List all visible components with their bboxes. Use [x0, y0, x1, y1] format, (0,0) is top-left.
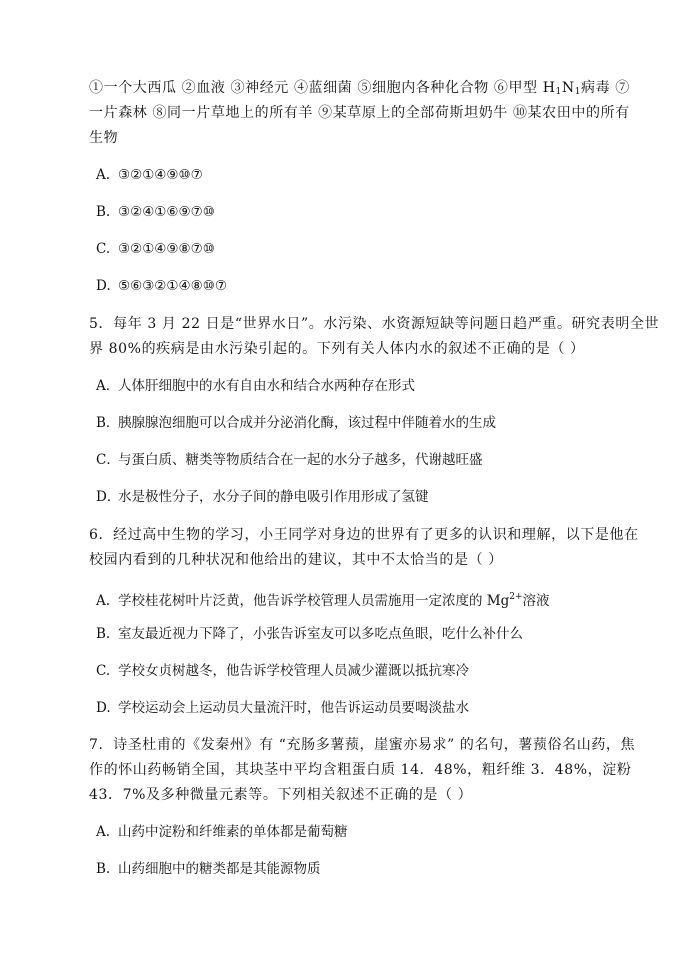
subscript: 1 — [555, 87, 562, 97]
subscript: 1 — [574, 87, 582, 97]
option-label: C. — [96, 241, 111, 257]
intro-line-2: 一片森林 ⑧同一片草地上的所有羊 ⑨某草原上的全部荷斯坦奶牛 ⑩某农田中的所有 — [89, 105, 630, 121]
intro-line-1-n: N — [561, 80, 575, 96]
option-label: A. — [96, 593, 111, 609]
option-text: ③②①④⑨⑩⑦ — [118, 167, 203, 183]
option-text: 学校运动会上运动员大量流汗时，他告诉运动员要喝淡盐水 — [118, 700, 469, 716]
option-text: 水是极性分子，水分子间的静电吸引作用形成了氢键 — [118, 489, 429, 505]
option-label: D. — [96, 278, 111, 294]
q6-option-d — [96, 699, 469, 717]
option-text: 学校女贞树越冬，他告诉学校管理人员减少灌溉以抵抗寒冷 — [118, 663, 469, 679]
q4-option-c — [96, 240, 215, 258]
intro-line-3: 生物 — [89, 130, 119, 146]
q4-option-b — [96, 203, 215, 221]
option-label: B. — [96, 861, 111, 877]
option-text: 山药细胞中的糖类都是其能源物质 — [118, 861, 321, 877]
option-label: D． — [96, 489, 121, 505]
option-label: B． — [96, 415, 120, 431]
q7-stem-line-1: 7．诗圣杜甫的《发秦州》有 “充肠多薯蓣，崖蜜亦易求” 的名句，薯蓣俗名山药，焦 — [89, 737, 636, 753]
q5-option-b — [96, 414, 496, 432]
q5-option-d — [96, 488, 429, 506]
q5-option-a — [96, 377, 415, 395]
q4-option-a — [96, 166, 203, 184]
intro-line-1-end: 病毒 ⑦ — [581, 80, 630, 96]
option-label: C． — [96, 452, 120, 468]
q7-option-b — [96, 860, 321, 878]
option-text: ③②①④⑨⑧⑦⑩ — [118, 241, 215, 257]
intro-line-1 — [89, 79, 630, 101]
option-label: A. — [96, 167, 111, 183]
q6-option-c — [96, 662, 469, 680]
option-text: 人体肝细胞中的水有自由水和结合水两种存在形式 — [118, 378, 415, 394]
q6-option-b — [96, 625, 523, 643]
q5-stem-line-1: 5．每年 3 月 22 日是“世界水日”。水污染、水资源短缺等问题日趋严重。研究表明全世 — [89, 316, 660, 332]
superscript: 2+ — [509, 592, 523, 602]
q7-stem-line-3: 43．7%及多种微量元素等。下列相关叙述不正确的是（ ） — [89, 787, 473, 803]
q6-option-a — [96, 588, 550, 610]
option-text: ⑤⑥③②①④⑧⑩⑦ — [118, 278, 227, 294]
option-text: 胰腺腺泡细胞可以合成并分泌消化酶，该过程中伴随着水的生成 — [118, 415, 496, 431]
option-text: 学校桂花树叶片泛黄，他告诉学校管理人员需施用一定浓度的 Mg — [118, 593, 510, 609]
q7-option-a — [96, 823, 348, 841]
option-label: B. — [96, 204, 111, 220]
q5-stem-line-2: 界 80%的疾病是由水污染引起的。下列有关人体内水的叙述不正确的是（ ） — [89, 341, 585, 357]
option-text: 山药中淀粉和纤维素的单体都是葡萄糖 — [118, 824, 348, 840]
option-text: 与蛋白质、糖类等物质结合在一起的水分子越多，代谢越旺盛 — [118, 452, 483, 468]
option-label: D. — [96, 700, 111, 716]
option-label: A． — [96, 378, 120, 394]
q6-stem-line-1: 6．经过高中生物的学习，小王同学对身边的世界有了更多的认识和理解，以下是他在 — [89, 527, 639, 543]
intro-line-1-text: ①一个大西瓜 ②血液 ③神经元 ④蓝细菌 ⑤细胞内各种化合物 ⑥甲型 H — [89, 80, 556, 96]
option-text: ③②④①⑥⑨⑦⑩ — [118, 204, 215, 220]
q7-stem-line-2: 作的怀山药畅销全国，其块茎中平均含粗蛋白质 14．48%，粗纤维 3．48%，淀粉 — [89, 762, 632, 778]
option-label: A. — [96, 824, 111, 840]
q5-option-c — [96, 451, 483, 469]
option-text: 室友最近视力下降了，小张告诉室友可以多吃点鱼眼，吃什么补什么 — [118, 626, 523, 642]
option-text-end: 溶液 — [522, 593, 550, 609]
q4-option-d — [96, 277, 227, 295]
option-label: C. — [96, 663, 111, 679]
option-label: B. — [96, 626, 111, 642]
q6-stem-line-2: 校园内看到的几种状况和他给出的建议，其中不太恰当的是（ ） — [89, 552, 503, 568]
